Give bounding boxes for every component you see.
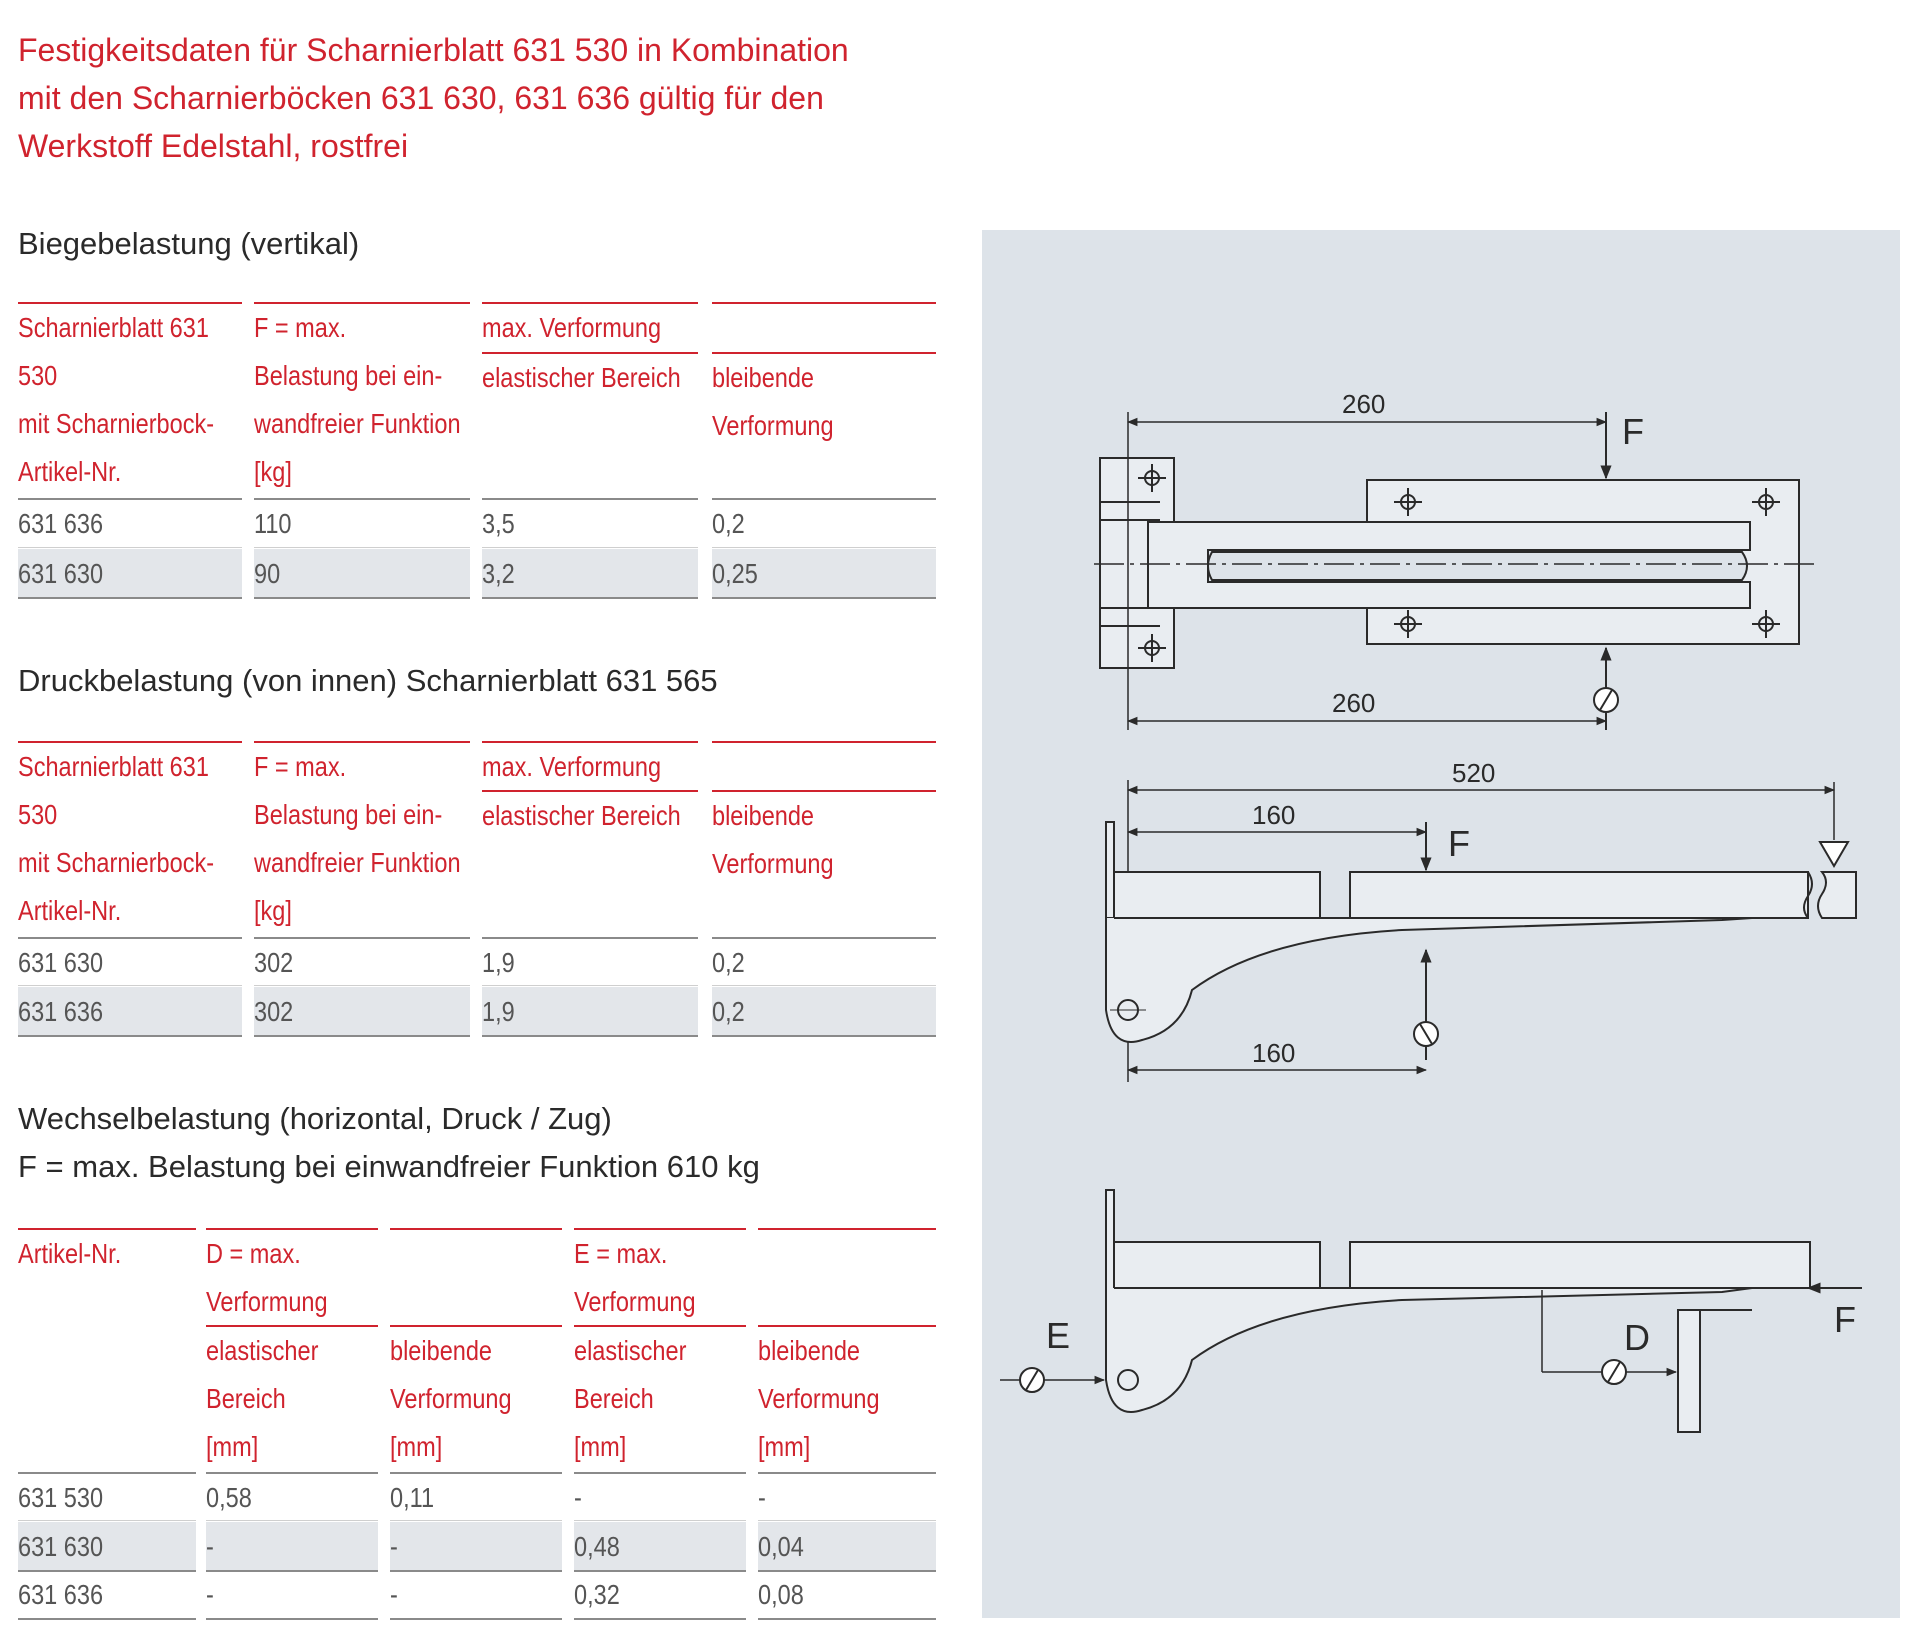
rule xyxy=(574,1472,746,1474)
dim-260-top: 260 xyxy=(1342,389,1386,419)
rule xyxy=(574,1618,746,1620)
header-line: [mm] xyxy=(390,1431,443,1462)
header-col1-line: Scharnierblatt 631 xyxy=(18,312,209,343)
header-col2-line: F = max. xyxy=(254,751,347,782)
header-line: Verformung xyxy=(390,1383,512,1414)
dim-160-top: 160 xyxy=(1252,800,1296,830)
rule xyxy=(758,1618,936,1620)
section3-heading: Wechselbelastung (horizontal, Druck / Zug) xyxy=(18,1101,612,1136)
table-cell: 0,08 xyxy=(758,1579,804,1610)
header-col4-line: Verformung xyxy=(712,410,834,441)
support-triangle xyxy=(1820,842,1848,866)
frame-post xyxy=(1678,1310,1700,1432)
header-line: Verformung xyxy=(758,1383,880,1414)
table-cell: 302 xyxy=(254,996,294,1027)
table-cell: - xyxy=(206,1531,214,1562)
title-line-3: Werkstoff Edelstahl, rostfrei xyxy=(18,128,409,164)
header-col2-line: wandfreier Funktion xyxy=(254,408,461,439)
header-col1-line: mit Scharnierbock- xyxy=(18,408,215,439)
force-label: F xyxy=(1622,411,1644,452)
header-col1-line: 530 xyxy=(18,799,58,830)
rule xyxy=(390,1618,562,1620)
header-col1-line: Artikel-Nr. xyxy=(18,456,122,487)
header-line: [mm] xyxy=(206,1431,259,1462)
table-cell: 3,2 xyxy=(482,558,515,589)
header-col2-line: [kg] xyxy=(254,456,292,487)
rule xyxy=(18,985,242,986)
table-cell: 0,25 xyxy=(712,558,758,589)
rule xyxy=(758,1520,936,1521)
rule xyxy=(712,498,936,500)
table-cell: 0,48 xyxy=(574,1531,620,1562)
top-view xyxy=(1094,412,1820,730)
header-col3: elastischer Bereich xyxy=(482,800,681,831)
header-col1-line: Scharnierblatt 631 xyxy=(18,751,209,782)
table-cell: 110 xyxy=(254,508,292,539)
rule xyxy=(254,1035,470,1037)
door-leaf-left xyxy=(1114,872,1320,918)
rule xyxy=(482,547,698,548)
header-col2-line: wandfreier Funktion xyxy=(254,847,461,878)
rule xyxy=(18,547,242,548)
table-cell: 631 530 xyxy=(18,1482,104,1513)
header-line: Bereich xyxy=(206,1383,286,1414)
rule xyxy=(206,1618,378,1620)
section1-heading: Biegebelastung (vertikal) xyxy=(18,226,360,261)
header-col4-line: bleibende xyxy=(712,362,815,393)
side-view xyxy=(1106,780,1856,1082)
rule xyxy=(482,1035,698,1037)
header-line: [mm] xyxy=(758,1431,811,1462)
table-cell: 0,04 xyxy=(758,1531,804,1562)
table-cell: 1,9 xyxy=(482,996,515,1027)
label-e: E xyxy=(1046,1315,1071,1356)
header-col4-line: bleibende xyxy=(712,800,815,831)
label-d: D xyxy=(1624,1317,1650,1358)
header-line: bleibende xyxy=(758,1335,861,1366)
measure-icon xyxy=(1020,1368,1044,1392)
table-cell: - xyxy=(390,1531,398,1562)
header-col3-top: max. Verformung xyxy=(482,312,662,343)
header-col1 xyxy=(18,304,214,496)
table-cell: 631 636 xyxy=(18,996,104,1027)
rule xyxy=(574,1520,746,1521)
header-d-max xyxy=(206,1230,328,1326)
table-cell: 0,2 xyxy=(712,996,745,1027)
rule xyxy=(254,547,470,548)
technical-drawing-panel xyxy=(982,230,1900,1618)
table-cell: 631 630 xyxy=(18,947,104,978)
table-cell: 302 xyxy=(254,947,294,978)
header-e-line: E = max. xyxy=(574,1238,668,1269)
rule xyxy=(18,1035,242,1037)
measure-icon xyxy=(1602,1360,1626,1384)
rule xyxy=(712,597,936,599)
rule xyxy=(390,1520,562,1521)
table-cell: 631 630 xyxy=(18,558,104,589)
hinge-bracket xyxy=(1106,1288,1752,1412)
section2-heading: Druckbelastung (von innen) Scharnierblatt 631 565 xyxy=(18,663,718,698)
horizontal-view xyxy=(1000,1190,1862,1432)
rule xyxy=(712,937,936,939)
header-col2-line: F = max. xyxy=(254,312,347,343)
header-e-permanent xyxy=(758,1327,880,1471)
header-e-max xyxy=(574,1230,696,1326)
table-cell: - xyxy=(206,1579,214,1610)
rule xyxy=(712,547,936,548)
header-line: bleibende xyxy=(390,1335,493,1366)
header-d-elastic xyxy=(206,1327,318,1471)
header-e-line: Verformung xyxy=(574,1286,696,1317)
header-d-permanent xyxy=(390,1327,512,1471)
arm-slot xyxy=(1208,552,1747,580)
header-col1-line: mit Scharnierbock- xyxy=(18,847,215,878)
table-cell: 0,32 xyxy=(574,1579,620,1610)
title-line-1: Festigkeitsdaten für Scharnierblatt 631 530 in Kombination xyxy=(18,32,849,68)
table-cell: 631 630 xyxy=(18,1531,104,1562)
table-cell: - xyxy=(574,1482,582,1513)
header-line: [mm] xyxy=(574,1431,627,1462)
table-cell: 0,11 xyxy=(390,1482,435,1513)
row-shade xyxy=(390,1522,562,1570)
rule xyxy=(482,597,698,599)
header-col1 xyxy=(18,743,214,935)
header-col2 xyxy=(254,304,461,496)
measure-icon xyxy=(1594,688,1618,712)
dim-520: 520 xyxy=(1452,758,1496,788)
header-col2 xyxy=(254,743,461,935)
section3-subheading: F = max. Belastung bei einwandfreier Funktion 610 kg xyxy=(18,1149,760,1184)
door-leaf-right xyxy=(1350,1242,1810,1288)
table-cell: 631 636 xyxy=(18,1579,104,1610)
rule xyxy=(712,1035,936,1037)
row-shade xyxy=(254,549,470,597)
table-cell: 1,9 xyxy=(482,947,515,978)
header-col2-line: [kg] xyxy=(254,895,292,926)
header-line: elastischer xyxy=(574,1335,687,1366)
rule xyxy=(758,1472,936,1474)
frame-section xyxy=(1818,872,1856,918)
rule xyxy=(712,985,936,986)
rule xyxy=(482,985,698,986)
header-col4 xyxy=(712,792,834,888)
dim-260-bottom: 260 xyxy=(1332,688,1376,718)
header-line: Bereich xyxy=(574,1383,654,1414)
page-title xyxy=(18,26,998,170)
rule xyxy=(390,1228,562,1230)
rule xyxy=(206,1520,378,1521)
force-label: F xyxy=(1448,823,1470,864)
rule xyxy=(712,302,936,304)
table-cell: 90 xyxy=(254,558,281,589)
table-cell: - xyxy=(390,1579,398,1610)
header-d-line: Verformung xyxy=(206,1286,328,1317)
table-cell: 3,5 xyxy=(482,508,515,539)
table-cell: 0,58 xyxy=(206,1482,252,1513)
table-cell: - xyxy=(758,1482,766,1513)
header-col1-line: Artikel-Nr. xyxy=(18,895,122,926)
rule xyxy=(758,1228,936,1230)
header-col3-top: max. Verformung xyxy=(482,751,662,782)
force-label: F xyxy=(1834,1299,1856,1340)
header-d-line: D = max. xyxy=(206,1238,301,1269)
title-line-2: mit den Scharnierböcken 631 630, 631 636 gültig für den xyxy=(18,80,824,116)
technical-drawing xyxy=(982,230,1900,1618)
measure-icon xyxy=(1414,1022,1438,1046)
table-cell: 0,2 xyxy=(712,508,745,539)
dim-160-bottom: 160 xyxy=(1252,1038,1296,1068)
header-article: Artikel-Nr. xyxy=(18,1238,122,1269)
rule xyxy=(254,985,470,986)
rule xyxy=(18,1618,196,1620)
header-col4-line: Verformung xyxy=(712,848,834,879)
rule xyxy=(18,1520,196,1521)
header-e-elastic xyxy=(574,1327,686,1471)
header-col4 xyxy=(712,354,834,450)
rule xyxy=(206,1570,378,1572)
rule xyxy=(254,597,470,599)
row-shade xyxy=(206,1522,378,1570)
table-cell: 631 636 xyxy=(18,508,104,539)
rule xyxy=(712,741,936,743)
rule xyxy=(390,1570,562,1572)
hinge-plate xyxy=(1106,822,1114,918)
rule xyxy=(18,597,242,599)
header-col1-line: 530 xyxy=(18,360,58,391)
door-leaf-left xyxy=(1114,1242,1320,1288)
table-cell: 0,2 xyxy=(712,947,745,978)
header-col2-line: Belastung bei ein- xyxy=(254,799,443,830)
header-line: elastischer xyxy=(206,1335,319,1366)
header-col3: elastischer Bereich xyxy=(482,362,681,393)
hinge-plate xyxy=(1106,1190,1114,1290)
door-leaf-right xyxy=(1350,872,1808,918)
row-shade xyxy=(712,987,936,1035)
header-col2-line: Belastung bei ein- xyxy=(254,360,443,391)
